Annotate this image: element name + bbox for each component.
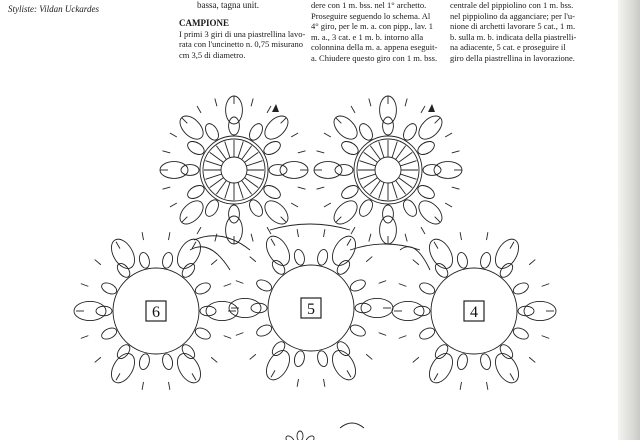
stitch-symbol (81, 284, 89, 287)
stitch-symbol (163, 151, 171, 153)
stitch-symbol (242, 181, 252, 195)
stitch-symbol (298, 187, 306, 189)
stitch-symbol (392, 182, 397, 198)
stitch-symbol (236, 333, 244, 336)
stitch-symbol (351, 227, 355, 234)
chain-loop (355, 303, 371, 313)
chain-loop (383, 117, 394, 135)
stitch-symbol (211, 357, 217, 362)
motif-number-label: 6 (152, 304, 160, 321)
stitch-symbol (245, 178, 259, 188)
stitch-symbol (366, 354, 372, 359)
stitch-symbol (405, 99, 407, 107)
stitch-symbol (460, 382, 461, 390)
partial-motif-bottom (281, 423, 364, 440)
chain-loop (297, 431, 303, 440)
stitch-symbol (434, 242, 438, 249)
stitch-symbol (399, 152, 413, 162)
chain-loop (339, 183, 360, 201)
stitch-symbol (297, 229, 298, 237)
top-text-fragment: bassa, tagna unit. (197, 0, 259, 10)
stitch-symbol (192, 373, 196, 380)
stitch-symbol (216, 146, 226, 160)
chain-loop (349, 278, 368, 294)
stitch-symbol (169, 382, 170, 390)
stitch-symbol (242, 146, 252, 160)
motif-number-box (146, 301, 166, 321)
chain-loop (161, 353, 174, 371)
joining-chain (270, 224, 350, 230)
stitch-symbol (452, 187, 460, 189)
col3-top-line: centrale del pippiolino con 1 m. bss. (450, 0, 574, 10)
stitch-symbol (510, 373, 514, 380)
stitch-symbol (542, 284, 550, 287)
chain-loop (416, 139, 437, 157)
stitch-symbol (347, 370, 351, 377)
motif-number-label: 4 (470, 304, 478, 321)
start-arrow (272, 104, 279, 112)
chain-loop (247, 198, 265, 219)
chain-loop (194, 326, 213, 342)
chain-loop (512, 281, 531, 297)
stitch-symbol (379, 182, 384, 198)
stitch-symbol (236, 281, 244, 284)
chain-loop (479, 251, 492, 269)
stitch-symbol (250, 257, 256, 262)
stitch-symbol (210, 152, 224, 162)
stitch-symbol (379, 141, 384, 157)
chain-loop (415, 197, 447, 229)
stitch-symbol (215, 234, 217, 242)
joining-chain (194, 236, 250, 250)
campione-line: cm 3,5 di diametro. (179, 49, 246, 60)
chain-loop (328, 347, 361, 384)
chain-loop (304, 434, 315, 440)
chain-loop (328, 232, 361, 269)
col3-line: nel pippiolino da agganciare; per l'u- (450, 10, 575, 21)
rosette-motif (160, 96, 308, 244)
chain-loop (200, 306, 216, 316)
stitch-symbol (170, 133, 177, 137)
stitch-symbol (267, 106, 271, 113)
stitch-symbol (369, 234, 371, 242)
stitch-symbol (392, 141, 397, 157)
stitch-symbol (197, 227, 201, 234)
chain-loop (479, 353, 492, 371)
stitch-symbol (542, 336, 550, 339)
chain-loop (229, 205, 240, 223)
joining-chain (190, 247, 230, 270)
stitch-symbol (324, 133, 331, 137)
chain-loop (262, 347, 295, 384)
page-edge (618, 0, 640, 440)
chain-loop (138, 353, 151, 371)
motif-number-label: 5 (307, 301, 315, 318)
chain-loop (176, 197, 208, 229)
chain-loop (339, 139, 360, 157)
chain-loop (181, 165, 199, 176)
stitch-symbol (529, 260, 535, 265)
stitch-symbol (271, 370, 275, 377)
col2-line: colonnina della m. a. appena eseguit- (311, 42, 438, 53)
chain-loop (416, 183, 437, 201)
motif-number-box (301, 298, 321, 318)
campione-line: I primi 3 giri di una piastrellina lavo- (179, 28, 306, 39)
stitch-symbol (445, 203, 452, 207)
chain-loop (100, 281, 119, 297)
chain-loop (107, 350, 140, 387)
chain-loop (425, 350, 458, 387)
rosette-motif (314, 96, 462, 244)
stitch-symbol (291, 133, 298, 137)
stitch-symbol (366, 257, 372, 262)
chain-loop (261, 112, 293, 144)
chain-loop (512, 326, 531, 342)
stitch-symbol (116, 373, 120, 380)
stitch-symbol (298, 151, 306, 153)
chain-loop (107, 235, 140, 272)
chain-loop (330, 112, 362, 144)
stitch-symbol (460, 232, 461, 240)
motif-number-box (464, 301, 484, 321)
stitch-symbol (421, 106, 425, 113)
stitch-symbol (413, 357, 419, 362)
chain-loop (261, 197, 293, 229)
stitch-symbol (317, 187, 325, 189)
col2-line: m. a., 3 cat. e 1 m. b. intorno alla (311, 31, 424, 42)
col3-line: na adiacente, 5 cat. e proseguire il (450, 42, 566, 53)
stitch-symbol (396, 146, 406, 160)
stitch-symbol (197, 106, 201, 113)
chain-loop (401, 198, 419, 219)
hexagon-motif (74, 232, 238, 390)
stitch-symbol (370, 146, 380, 160)
stitch-symbol (324, 379, 325, 387)
stitch-symbol (336, 217, 342, 223)
hexagon-motif (229, 229, 393, 387)
chain-loop (203, 121, 221, 142)
stitch-symbol (95, 260, 101, 265)
stitch-symbol (250, 354, 256, 359)
chain-loop (262, 232, 295, 269)
stitch-symbol (245, 152, 259, 162)
stitch-symbol (116, 242, 120, 249)
chain-loop (173, 235, 206, 272)
stitch-symbol (205, 161, 221, 166)
chain-loop (262, 139, 283, 157)
chain-loop (401, 121, 419, 142)
chain-loop (491, 235, 524, 272)
stitch-symbol (396, 181, 406, 195)
stitch-symbol (224, 284, 232, 287)
chain-loop (100, 326, 119, 342)
stitch-symbol (359, 161, 375, 166)
center-ring (375, 157, 401, 183)
stitch-symbol (487, 232, 488, 240)
chain-loop (185, 183, 206, 201)
stitch-symbol (510, 242, 514, 249)
stitch-symbol (445, 133, 452, 137)
col2-line: a. Chiudere questo giro con 1 m. bss. (311, 52, 438, 63)
chain-loop (284, 434, 295, 440)
stitch-symbol (421, 227, 425, 234)
campione-line: rata con l'uncinetto n. 0,75 misurano (179, 39, 304, 50)
col3-line: nione di archetti lavorare 5 cat., 1 m. (450, 21, 576, 32)
stitch-symbol (369, 99, 371, 107)
stitch-symbol (364, 178, 378, 188)
stitch-symbol (435, 118, 441, 124)
stitch-symbol (317, 151, 325, 153)
stitch-symbol (225, 141, 230, 157)
col2-line: Proseguire seguendo lo schema. Al (311, 10, 431, 21)
stitch-symbol (211, 260, 217, 265)
stitch-symbol (224, 336, 232, 339)
chain-loop (229, 117, 240, 135)
chain-loop (138, 251, 151, 269)
chain-loop (262, 183, 283, 201)
stitch-symbol (324, 229, 325, 237)
hexagon-motif (392, 232, 556, 390)
chain-loop (423, 165, 441, 176)
chain-loop (425, 235, 458, 272)
stitch-symbol (182, 118, 188, 124)
chain-loop (340, 423, 364, 428)
stitch-symbol (205, 174, 221, 179)
stitch-symbol (379, 333, 387, 336)
chain-loop (491, 350, 524, 387)
chain-loop (203, 198, 221, 219)
chain-loop (414, 306, 430, 316)
stitch-symbol (364, 152, 378, 162)
chain-loop (335, 165, 353, 176)
stitch-symbol (238, 141, 243, 157)
col2-top-line: dere con 1 m. bss. nel 1° archetto. (311, 0, 427, 10)
joining-chain (400, 247, 430, 270)
stitch-symbol (359, 174, 375, 179)
stitch-symbol (216, 181, 226, 195)
stitch-symbol (400, 174, 416, 179)
stitch-symbol (163, 187, 171, 189)
stitch-symbol (238, 182, 243, 198)
stitch-symbol (251, 99, 253, 107)
stitch-symbol (529, 357, 535, 362)
chain-loop (255, 323, 274, 339)
stitch-symbol (281, 118, 287, 124)
stitch-symbol (169, 232, 170, 240)
stitch-symbol (434, 373, 438, 380)
stitch-symbol (246, 161, 262, 166)
chain-loop (316, 248, 329, 266)
chain-loop (357, 121, 375, 142)
stitch-symbol (399, 178, 413, 188)
chain-loop (194, 281, 213, 297)
chain-loop (269, 165, 287, 176)
chain-loop (456, 353, 469, 371)
chain-loop (418, 326, 437, 342)
stitch-symbol (95, 357, 101, 362)
col3-line: b. sulla m. b. indicata della piastrelli- (450, 31, 577, 42)
stitch-symbol (142, 382, 143, 390)
chain-loop (456, 251, 469, 269)
stitch-symbol (291, 203, 298, 207)
chain-loop (96, 306, 112, 316)
joining-chains (190, 104, 435, 270)
stitch-symbol (370, 181, 380, 195)
chain-loop (349, 323, 368, 339)
chain-loop (383, 205, 394, 223)
stitch-symbol (225, 182, 230, 198)
chain-loop (518, 306, 534, 316)
chain-loop (255, 278, 274, 294)
stitch-symbol (81, 336, 89, 339)
chain-loop (293, 248, 306, 266)
chain-loop (316, 350, 329, 368)
stitch-symbol (215, 99, 217, 107)
stitch-symbol (142, 232, 143, 240)
chain-loop (418, 281, 437, 297)
chain-loop (161, 251, 174, 269)
stitch-symbol (487, 382, 488, 390)
hexagon-motifs-lower (74, 229, 556, 390)
campione-heading: CAMPIONE (179, 18, 229, 28)
chain-loop (357, 198, 375, 219)
stitch-symbol (246, 174, 262, 179)
stitch-symbol (271, 239, 275, 246)
stitch-symbol (400, 161, 416, 166)
stitch-symbol (399, 336, 407, 339)
rosette-motifs-upper (160, 96, 462, 244)
stitch-symbol (182, 217, 188, 223)
chain-loop (251, 303, 267, 313)
stitch-symbol (170, 203, 177, 207)
stitch-symbol (281, 217, 287, 223)
stitch-symbol (267, 227, 271, 234)
stitch-symbol (347, 239, 351, 246)
stitch-symbol (435, 217, 441, 223)
stylist-credit: Styliste: Vildan Uckardes (8, 4, 99, 14)
stitch-symbol (399, 284, 407, 287)
stitch-symbol (251, 234, 253, 242)
chain-loop (247, 121, 265, 142)
stitch-symbol (452, 151, 460, 153)
stitch-symbol (413, 260, 419, 265)
stitch-symbol (351, 106, 355, 113)
stitch-symbol (324, 203, 331, 207)
col3-line: giro della piastrellina in lavorazione. (450, 52, 575, 63)
stitch-symbol (336, 118, 342, 124)
stitch-symbol (297, 379, 298, 387)
col2-line: 4° giro, per le m. a. con pipp., lav. 1 (311, 21, 434, 32)
chain-loop (330, 197, 362, 229)
stitch-symbol (405, 234, 407, 242)
stitch-symbol (210, 178, 224, 188)
chain-loop (293, 350, 306, 368)
start-arrow (428, 104, 435, 112)
chain-loop (173, 350, 206, 387)
chain-loop (176, 112, 208, 144)
stitch-symbol (379, 281, 387, 284)
chain-loop (185, 139, 206, 157)
chain-loop (415, 112, 447, 144)
center-ring (221, 157, 247, 183)
